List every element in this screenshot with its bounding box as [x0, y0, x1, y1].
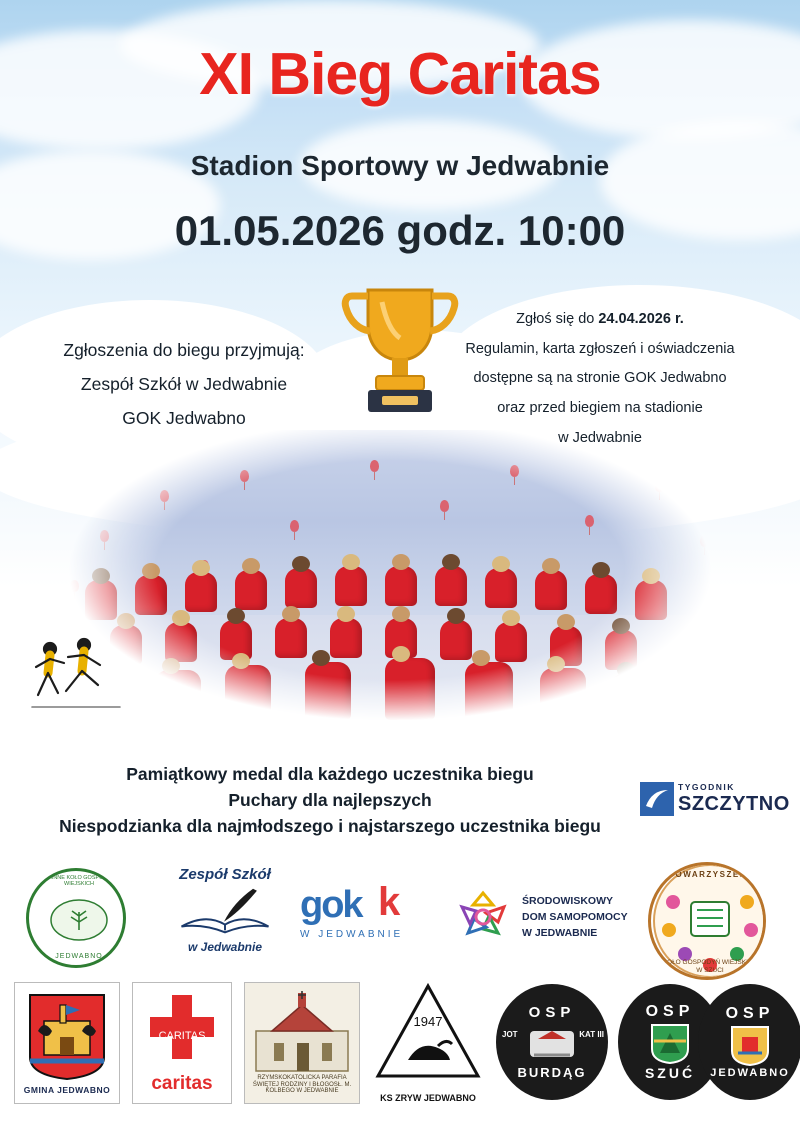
participant [495, 622, 527, 662]
fire-helmet-icon [524, 1021, 580, 1065]
awards-line-1: Pamiątkowy medal dla każdego uczestnika biegu [126, 764, 534, 784]
balloon-decor [585, 515, 594, 527]
participant [235, 570, 267, 610]
participant [335, 566, 367, 606]
balloon-decor [370, 460, 379, 472]
registration-info [24, 333, 344, 435]
ks-zryw-triangle-icon [372, 982, 484, 1086]
sponsor-row-top [0, 862, 800, 972]
book-quill-icon [170, 883, 280, 941]
deadline-line-3: dostępne są na stronie GOK Jedwabno [473, 370, 727, 387]
sponsor-row-bottom [14, 982, 789, 1112]
sds-line-3: W JEDWABNIE [522, 926, 598, 939]
runners-icon [22, 635, 132, 730]
logo-kolo-gospodyn-jedwabno [26, 868, 126, 968]
deadline-line-2: Regulamin, karta zgłoszeń i oświadczenia [465, 340, 735, 357]
balloon-decor [510, 465, 519, 477]
osp-szuc-bottom: SZUĆ [644, 1065, 696, 1081]
osp-jedwabno-top: OSP [725, 1005, 775, 1022]
balloon-decor [290, 520, 299, 532]
participant [535, 570, 567, 610]
participant [385, 658, 435, 720]
zespol-szkol-line-2: w Jedwabnie [187, 940, 263, 954]
deadline-prefix: Zgłoś się do [516, 311, 599, 327]
awards-line-3: Niespodzianka dla najmłodszego i najstarszego uczestnika biegu [59, 815, 601, 836]
participant [540, 668, 586, 726]
participant [155, 670, 201, 728]
logo-gmina-jedwabno [14, 982, 120, 1104]
logo-srodowiskowy-dom-samopomocy [452, 880, 662, 956]
kolo-gospodyn-ring-top: GMINNE KOŁO GOSPODYŃ WIEJSKICH [42, 875, 116, 888]
participant [465, 662, 513, 722]
participant [225, 665, 271, 723]
osp-burdag-left: JOT [502, 1030, 518, 1039]
osp-burdag-bottom: BURDĄG [517, 1065, 587, 1080]
caritas-caption: caritas [151, 1073, 213, 1094]
participant [135, 575, 167, 615]
logo-parafia-jedwabno [244, 982, 360, 1104]
balloon-decor [700, 535, 709, 547]
deadline-line-4: oraz przed biegiem na stadionie [497, 400, 703, 417]
deadline-date: 24.04.2026 r. [598, 311, 684, 327]
balloon-decor [440, 500, 449, 512]
zespol-szkol-line-1: Zespół Szkół [179, 866, 271, 883]
participant [185, 572, 217, 612]
event-photo [40, 430, 740, 735]
ks-zryw-caption: KS ZRYW JEDWABNO [380, 1093, 476, 1103]
participant [585, 574, 617, 614]
logo-osp-jedwabno [698, 984, 800, 1100]
participant [305, 662, 351, 720]
poster-title: XI Bieg Caritas [199, 41, 601, 107]
logo-stowarzyszenie-szuc [648, 862, 766, 980]
balloon-decor [240, 470, 249, 482]
participant [440, 620, 472, 660]
osp-burdag-top: OSP [528, 1004, 576, 1021]
gok-wordmark: gok [300, 884, 362, 926]
osp-szuc-top: OSP [645, 1003, 695, 1020]
szuc-shield-icon [648, 1021, 692, 1065]
szczytno-big-label: SZCZYTNO [678, 793, 790, 815]
awards-info [0, 762, 660, 840]
poster-datetime: 01.05.2026 godz. 10:00 [174, 207, 626, 254]
participant [485, 568, 517, 608]
participant [165, 622, 197, 662]
awards-line-2: Puchary dla najlepszych [228, 789, 432, 810]
participant [85, 580, 117, 620]
parafia-caption: RZYMSKOKATOLICKA PARAFIA ŚWIĘTEJ RODZINY I BŁOGOSŁ. M. KOLBEGO W JEDWABNIE [252, 1074, 352, 1095]
church-icon [252, 991, 352, 1075]
gmina-coat-of-arms-icon [24, 991, 110, 1083]
participant [285, 568, 317, 608]
gok-caption: W JEDWABNIE [300, 929, 404, 940]
balloon-decor [100, 530, 109, 542]
caritas-cross-wordmark: CARITAS [158, 1030, 206, 1042]
stowarzyszenie-ring-bottom: KOŁO GOSPODYŃ WIEJSKICH W SZUCI [662, 959, 758, 974]
szczytno-mark-icon [640, 782, 674, 816]
szczytno-small-label: TYGODNIK [678, 782, 735, 792]
deadline-line [430, 305, 770, 335]
ks-zryw-year: 1947 [413, 1014, 443, 1029]
balloon-decor [70, 580, 79, 592]
osp-burdag-right: KAT III [579, 1030, 604, 1039]
logo-caritas [132, 982, 232, 1104]
balloon-decor [655, 480, 664, 492]
logo-ks-zryw-jedwabno [372, 982, 484, 1104]
kolo-gospodyn-ring-bottom: JEDWABNO [55, 952, 103, 960]
jedwabno-shield-icon [728, 1023, 772, 1067]
gok-k-accent: k [378, 880, 401, 924]
caritas-cross-icon [146, 991, 218, 1069]
logo-osp-burdag [496, 984, 608, 1100]
balloon-decor [160, 490, 169, 502]
sds-line-2: DOM SAMOPOMOCY [522, 911, 628, 924]
sds-flower-icon [452, 887, 514, 949]
logo-gok-jedwabno [300, 880, 430, 954]
participant [275, 618, 307, 658]
stowarzyszenie-ring-top: STOWARZYSZENIE [662, 870, 758, 879]
participant [635, 580, 667, 620]
osp-jedwabno-bottom: JEDWABNO [710, 1067, 790, 1079]
registration-line-1: Zgłoszenia do biegu przyjmują: [63, 340, 305, 360]
media-partner-szczytno [640, 780, 790, 820]
participant [435, 566, 467, 606]
participant [610, 674, 654, 728]
participant [330, 618, 362, 658]
poster-venue: Stadion Sportowy w Jedwabnie [190, 150, 610, 181]
sds-line-1: ŚRODOWISKOWY [522, 895, 613, 908]
registration-line-3: GOK Jedwabno [122, 408, 246, 429]
logo-zespol-szkol-jedwabnie [160, 866, 290, 971]
registration-line-2: Zespół Szkół w Jedwabnie [80, 374, 288, 395]
gmina-caption: GMINA JEDWABNO [23, 1085, 111, 1095]
participant [385, 566, 417, 606]
